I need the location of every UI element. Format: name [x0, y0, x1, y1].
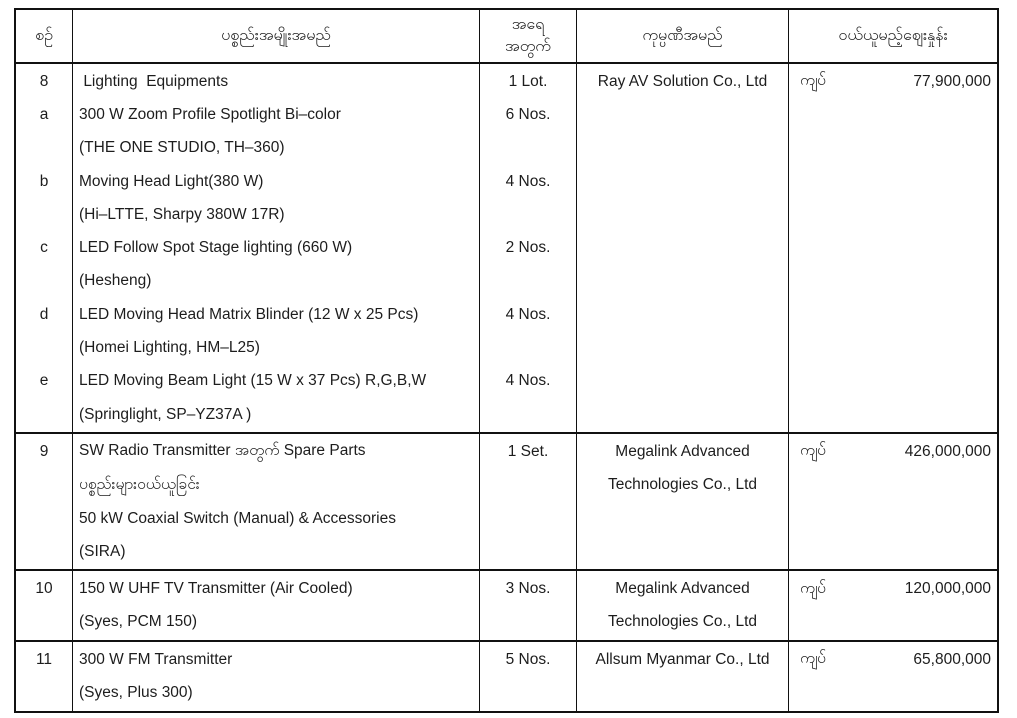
item-line: Moving Head Light(380 W)	[79, 172, 264, 190]
price-line	[789, 65, 997, 98]
table-row	[16, 642, 997, 711]
cell-company	[577, 64, 789, 432]
table-row	[16, 571, 997, 642]
item-line: (Hesheng)	[79, 272, 152, 290]
cell-qty	[480, 434, 577, 569]
item-line: 300 W Zoom Profile Spotlight Bi–color	[79, 105, 341, 123]
qty-line	[480, 398, 576, 431]
qty-line: 4 Nos.	[505, 305, 551, 323]
cell-item	[73, 64, 480, 432]
item-line: (SIRA)	[79, 542, 126, 560]
cell-company	[577, 434, 789, 569]
cell-price	[789, 64, 997, 432]
header-qty-label-line1: အရေ	[511, 16, 545, 33]
item-line: 150 W UHF TV Transmitter (Air Cooled)	[79, 580, 353, 598]
item-line: 300 W FM Transmitter	[79, 650, 233, 668]
qty-line: 6 Nos.	[505, 105, 551, 123]
no-line: 9	[39, 442, 49, 460]
cell-qty	[480, 64, 577, 432]
item-line: LED Moving Head Matrix Blinder (12 W x 25 Pcs)	[79, 305, 419, 323]
item-line: (Springlight, SP–YZ37A )	[79, 405, 252, 423]
header-cell-company	[577, 10, 789, 62]
no-line	[16, 606, 72, 639]
no-line	[16, 676, 72, 709]
item-line: LED Follow Spot Stage lighting (660 W)	[79, 239, 353, 257]
currency-label: ကျပ်	[800, 72, 826, 90]
table-body	[16, 64, 997, 711]
qty-line: 2 Nos.	[505, 239, 551, 257]
qty-line	[480, 676, 576, 709]
amount-value: 426,000,000	[904, 442, 991, 460]
price-line	[789, 643, 997, 676]
company-line: Megalink Advanced	[615, 580, 750, 598]
item-line: Lighting Equipments	[79, 72, 229, 90]
qty-line: 4 Nos.	[505, 372, 551, 390]
amount-value: 65,800,000	[913, 650, 991, 668]
qty-line	[480, 502, 576, 535]
qty-line: 1 Lot.	[508, 72, 548, 90]
company-line: Megalink Advanced	[615, 442, 750, 460]
qty-line	[480, 469, 576, 502]
cell-item	[73, 434, 480, 569]
amount-value: 120,000,000	[904, 580, 991, 598]
no-line	[16, 132, 72, 165]
company-line: Allsum Myanmar Co., Ltd	[595, 650, 770, 668]
header-cell-qty	[480, 10, 577, 62]
item-line: LED Moving Beam Light (15 W x 37 Pcs) R,G,B,W	[79, 372, 427, 390]
cell-qty	[480, 571, 577, 640]
qty-line	[480, 606, 576, 639]
header-cell-item	[73, 10, 480, 62]
cell-item	[73, 642, 480, 711]
table-header-row	[16, 10, 997, 64]
qty-line: 1 Set.	[507, 442, 549, 460]
item-line: (Syes, Plus 300)	[79, 683, 193, 701]
no-line: 11	[35, 650, 53, 668]
qty-line	[480, 132, 576, 165]
qty-line	[480, 198, 576, 231]
item-line: ပစ္စည်းများဝယ်ယူခြင်း	[79, 475, 200, 493]
qty-line: 5 Nos.	[505, 650, 551, 668]
item-line: (Homei Lighting, HM–L25)	[79, 339, 260, 357]
no-line: d	[39, 305, 49, 323]
table-row	[16, 434, 997, 571]
item-line: (Hi–LTTE, Sharpy 380W 17R)	[79, 205, 285, 223]
qty-line	[480, 265, 576, 298]
price-line	[789, 572, 997, 605]
no-line	[16, 198, 72, 231]
header-no-label: စဉ်	[35, 27, 53, 44]
no-line	[16, 265, 72, 298]
no-line	[16, 502, 72, 535]
no-line: a	[39, 105, 49, 123]
header-item-label: ပစ္စည်းအမျိုးအမည်	[221, 27, 331, 44]
header-qty-label-line2: အတွက်	[505, 38, 551, 55]
cell-no	[16, 642, 73, 711]
currency-label: ကျပ်	[800, 579, 826, 597]
company-line: Ray AV Solution Co., Ltd	[597, 72, 768, 90]
no-line: c	[40, 239, 48, 257]
cell-price	[789, 571, 997, 640]
header-price-label: ဝယ်ယူမည့်ဈေးနှုန်း	[838, 27, 948, 44]
cell-company	[577, 642, 789, 711]
cell-price	[789, 642, 997, 711]
procurement-table	[14, 8, 999, 713]
no-line	[16, 398, 72, 431]
qty-line: 4 Nos.	[505, 172, 551, 190]
item-line: (Syes, PCM 150)	[79, 613, 198, 631]
item-line: (THE ONE STUDIO, TH–360)	[79, 139, 285, 157]
price-line	[789, 435, 997, 468]
no-line	[16, 535, 72, 568]
header-cell-no	[16, 10, 73, 62]
currency-label: ကျပ်	[800, 442, 826, 460]
header-company-label: ကုမ္ပဏီအမည်	[642, 27, 723, 44]
item-line: SW Radio Transmitter အတွက် Spare Parts	[79, 442, 366, 460]
no-line: 8	[39, 72, 49, 90]
company-line: Technologies Co., Ltd	[607, 613, 758, 631]
cell-price	[789, 434, 997, 569]
cell-no	[16, 571, 73, 640]
amount-value: 77,900,000	[913, 72, 991, 90]
cell-company	[577, 571, 789, 640]
cell-qty	[480, 642, 577, 711]
no-line	[16, 331, 72, 364]
cell-item	[73, 571, 480, 640]
no-line	[16, 469, 72, 502]
qty-line	[480, 535, 576, 568]
currency-label: ကျပ်	[800, 650, 826, 668]
company-line: Technologies Co., Ltd	[607, 476, 758, 494]
cell-no	[16, 434, 73, 569]
no-line: b	[39, 172, 49, 190]
no-line: e	[39, 372, 49, 390]
header-cell-price	[789, 10, 997, 62]
qty-line	[480, 331, 576, 364]
no-line: 10	[35, 580, 53, 598]
table-row	[16, 64, 997, 434]
item-line: 50 kW Coaxial Switch (Manual) & Accessories	[79, 509, 397, 527]
cell-no	[16, 64, 73, 432]
qty-line: 3 Nos.	[505, 580, 551, 598]
